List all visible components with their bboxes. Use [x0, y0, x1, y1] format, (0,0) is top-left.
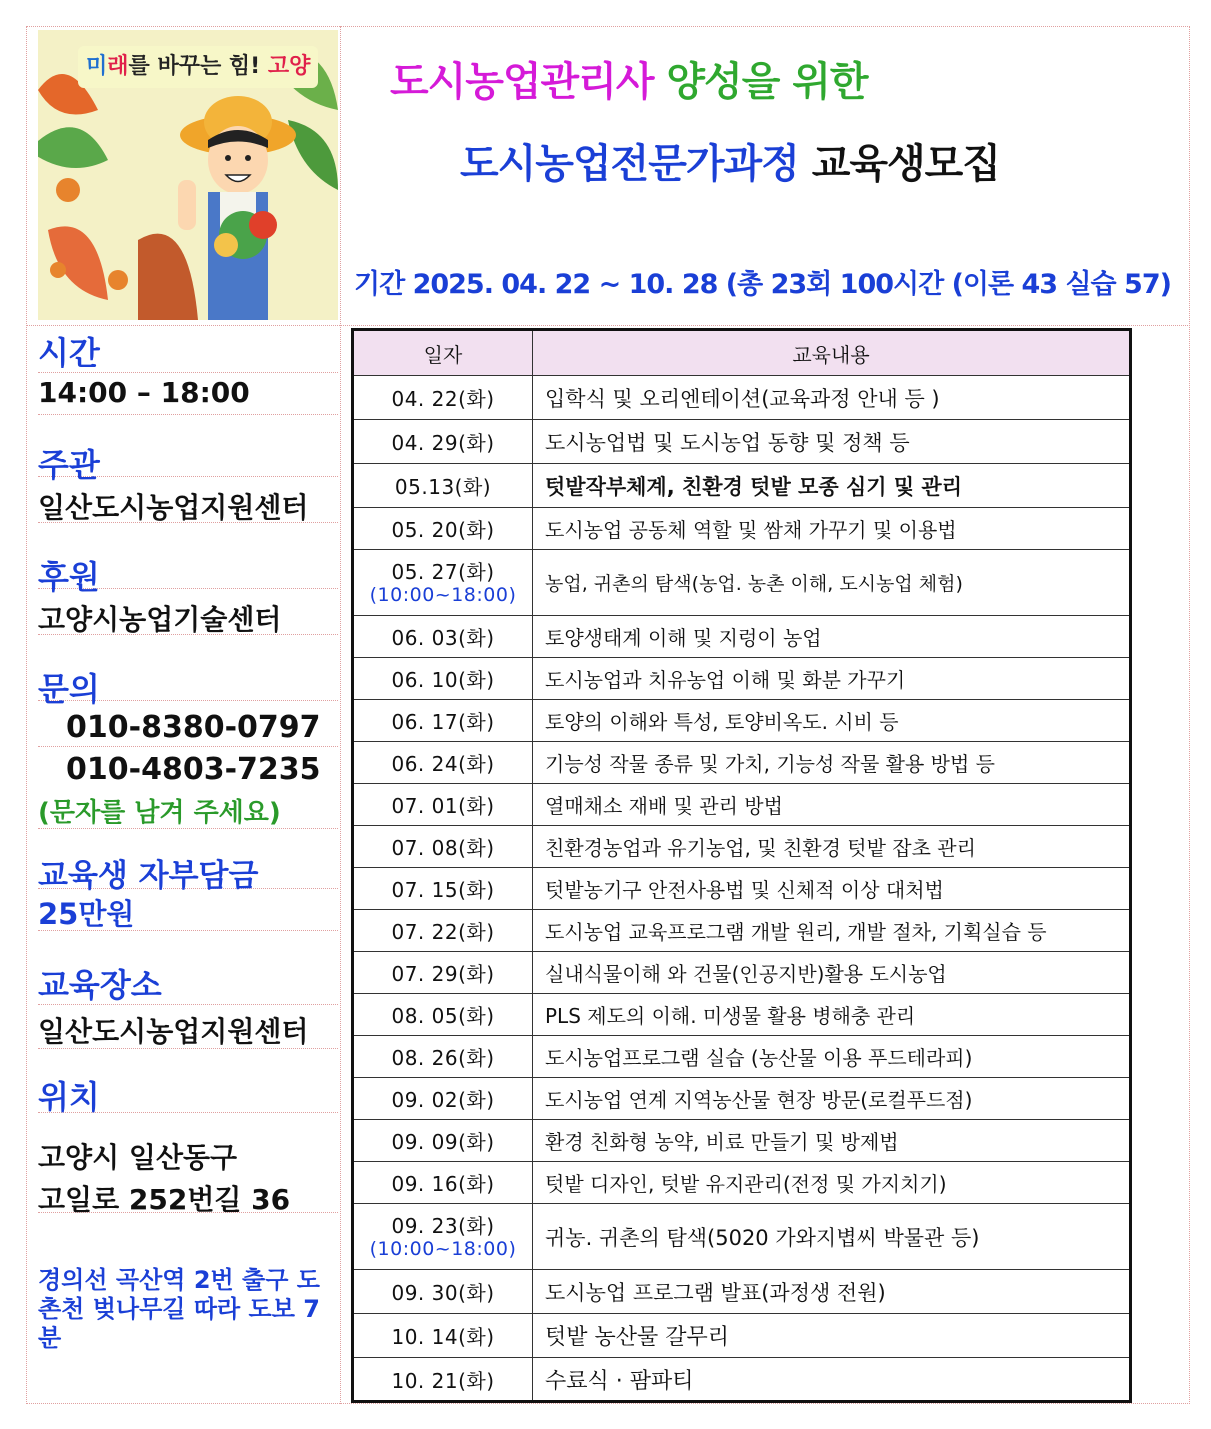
row-date: 07. 01(화) [353, 784, 533, 826]
row-time: (10:00~18:00) [369, 1237, 517, 1260]
table-row [353, 952, 1131, 994]
row-date: 07. 08(화) [353, 826, 533, 868]
row-date: 06. 24(화) [353, 742, 533, 784]
table-row [353, 1358, 1131, 1402]
location-label: 위치 [38, 1078, 100, 1116]
time-value: 14:00 – 18:00 [38, 376, 250, 409]
table-row [353, 376, 1131, 420]
row-time: (10:00~18:00) [369, 583, 517, 606]
row-date: 09. 30(화) [353, 1270, 533, 1314]
address-line-2: 고일로 252번길 36 [38, 1183, 291, 1216]
row-content: 도시농업 연계 지역농산물 현장 방문(로컬푸드점) [533, 1078, 1131, 1120]
row-content: 도시농업 공동체 역할 및 쌈채 가꾸기 및 이용법 [533, 508, 1131, 550]
row-content: 수료식 · 팜파티 [533, 1358, 1131, 1402]
row-date: 09. 09(화) [353, 1120, 533, 1162]
table-row [353, 826, 1131, 868]
row-date: 10. 14(화) [353, 1314, 533, 1358]
row-date-cell [353, 1204, 533, 1270]
guide-line [38, 414, 338, 415]
table-row [353, 550, 1131, 616]
row-content: 도시농업프로그램 실습 (농산물 이용 푸드테라피) [533, 1036, 1131, 1078]
sponsor-label: 후원 [38, 558, 100, 596]
title-line-2 [460, 132, 1000, 189]
table-row [353, 1270, 1131, 1314]
row-content: 친환경농업과 유기농업, 및 친환경 텃밭 잡초 관리 [533, 826, 1131, 868]
table-row [353, 508, 1131, 550]
row-date: 09. 23(화) [391, 1213, 495, 1238]
table-row [353, 910, 1131, 952]
schedule-table [351, 328, 1132, 1403]
date-column-header: 일자 [353, 330, 533, 376]
period-text: 기간 2025. 04. 22 ~ 10. 28 (총 23회 100시간 (이론 43 실습 57) [354, 269, 1171, 300]
row-date: 04. 22(화) [353, 376, 533, 420]
row-date: 08. 05(화) [353, 994, 533, 1036]
guide-line [340, 26, 341, 1404]
slogan-banner: 미래를 바꾸는 힘! 고양 [78, 46, 318, 88]
row-content: 도시농업법 및 도시농업 동향 및 정책 등 [533, 420, 1131, 464]
farmer-illustration [38, 30, 338, 320]
row-content: 도시농업 교육프로그램 개발 원리, 개발 절차, 기획실습 등 [533, 910, 1131, 952]
guide-line [26, 325, 1190, 326]
host-label: 주관 [38, 446, 100, 484]
table-row [353, 420, 1131, 464]
row-date: 07. 29(화) [353, 952, 533, 994]
row-content: 열매채소 재배 및 관리 방법 [533, 784, 1131, 826]
table-row [353, 784, 1131, 826]
table-row [353, 464, 1131, 508]
row-date: 05. 27(화) [391, 559, 495, 584]
row-date: 06. 17(화) [353, 700, 533, 742]
directions-text: 경의선 곡산역 2번 출구 도촌천 벚나무길 따라 도보 7분 [38, 1266, 320, 1352]
guide-line [38, 746, 338, 747]
table-row [353, 616, 1131, 658]
row-date: 09. 02(화) [353, 1078, 533, 1120]
row-content: 농업, 귀촌의 탐색(농업. 농촌 이해, 도시농업 체험) [533, 550, 1131, 616]
row-date: 07. 15(화) [353, 868, 533, 910]
row-content: 토양생태계 이해 및 지렁이 농업 [533, 616, 1131, 658]
row-content: 기능성 작물 종류 및 가치, 기능성 작물 활용 방법 등 [533, 742, 1131, 784]
row-content: 텃밭농기구 안전사용법 및 신체적 이상 대처법 [533, 868, 1131, 910]
row-date: 08. 26(화) [353, 1036, 533, 1078]
course-name: 도시농업전문가과정 [460, 141, 799, 187]
row-date: 07. 22(화) [353, 910, 533, 952]
time-label: 시간 [38, 334, 100, 372]
title-rest: 양성을 위한 [653, 59, 868, 105]
row-date: 05. 20(화) [353, 508, 533, 550]
table-row [353, 1078, 1131, 1120]
table-row [353, 1314, 1131, 1358]
table-row [353, 868, 1131, 910]
row-date: 10. 21(화) [353, 1358, 533, 1402]
row-content: 실내식물이해 와 건물(인공지반)활용 도시농업 [533, 952, 1131, 994]
row-date: 06. 03(화) [353, 616, 533, 658]
table-row [353, 1204, 1131, 1270]
table-row [353, 994, 1131, 1036]
row-date-cell [353, 550, 533, 616]
row-content: 도시농업과 치유농업 이해 및 화분 가꾸기 [533, 658, 1131, 700]
row-content: 도시농업 프로그램 발표(과정생 전원) [533, 1270, 1131, 1314]
table-row [353, 1120, 1131, 1162]
row-date: 09. 16(화) [353, 1162, 533, 1204]
table-row [353, 1036, 1131, 1078]
row-content: 텃밭작부체계, 친환경 텃밭 모종 심기 및 관리 [533, 464, 1131, 508]
phone-2[interactable]: 010-4803-7235 [66, 752, 321, 787]
address-line-1: 고양시 일산동구 [38, 1141, 238, 1174]
row-date: 06. 10(화) [353, 658, 533, 700]
row-content: PLS 제도의 이해. 미생물 활용 병해충 관리 [533, 994, 1131, 1036]
row-content: 텃밭 디자인, 텃밭 유지관리(전정 및 가지치기) [533, 1162, 1131, 1204]
row-content: 텃밭 농산물 갈무리 [533, 1314, 1131, 1358]
row-content: 입학식 및 오리엔테이션(교육과정 안내 등 ) [533, 376, 1131, 420]
row-date: 04. 29(화) [353, 420, 533, 464]
table-row [353, 742, 1131, 784]
sponsor-value: 고양시농업기술센터 [38, 603, 282, 636]
row-date: 05.13(화) [353, 464, 533, 508]
table-header-row [353, 330, 1131, 376]
host-value: 일산도시농업지원센터 [38, 491, 309, 524]
contact-label: 문의 [38, 670, 100, 708]
content-column-header: 교육내용 [533, 330, 1131, 376]
row-content: 귀농. 귀촌의 탐색(5020 가와지볍씨 박물관 등) [533, 1204, 1131, 1270]
fee-label: 교육생 자부담금 [38, 858, 259, 894]
contact-note: (문자를 남겨 주세요) [38, 798, 281, 828]
fee-value: 25만원 [38, 897, 135, 931]
row-content: 토양의 이해와 특성, 토양비옥도. 시비 등 [533, 700, 1131, 742]
table-row [353, 658, 1131, 700]
table-row [353, 700, 1131, 742]
phone-1[interactable]: 010-8380-0797 [66, 710, 321, 745]
recruit-label: 교육생모집 [798, 141, 1000, 187]
place-label: 교육장소 [38, 966, 162, 1004]
title-line-1 [390, 50, 868, 107]
row-content: 환경 친화형 농약, 비료 만들기 및 방제법 [533, 1120, 1131, 1162]
place-value: 일산도시농업지원센터 [38, 1015, 309, 1048]
table-row [353, 1162, 1131, 1204]
title-highlight: 도시농업관리사 [390, 59, 654, 105]
